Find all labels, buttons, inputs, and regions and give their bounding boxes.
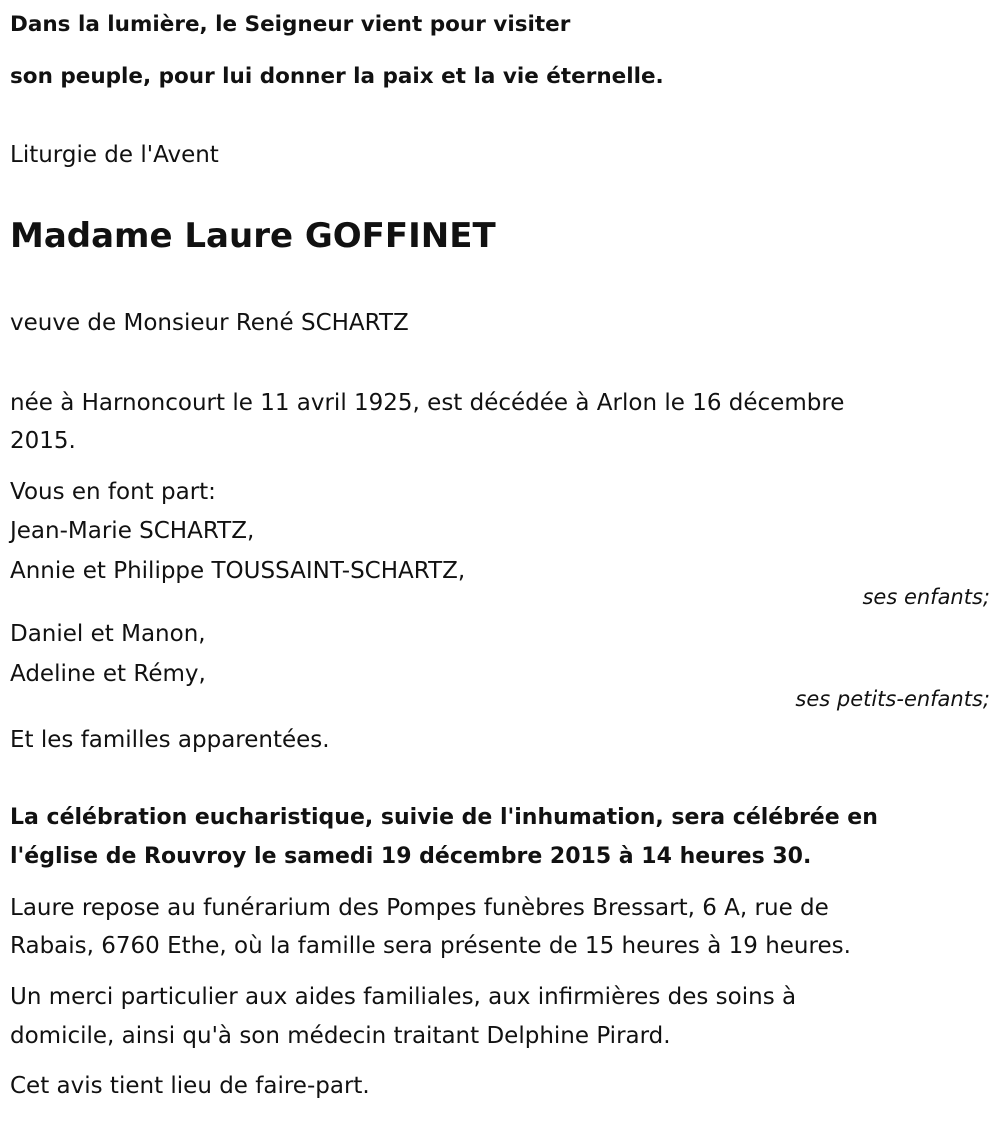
ceremony-line-1: La célébration eucharistique, suivie de l'inhumation, sera célébrée en (10, 805, 878, 830)
child-2: Annie et Philippe TOUSSAINT-SCHARTZ, (10, 558, 466, 584)
epigraph-source: Liturgie de l'Avent (10, 142, 219, 168)
grandchildren-label: ses petits-enfants; (795, 687, 990, 711)
birth-death-line-2: 2015. (10, 428, 76, 454)
visitation-line-1: Laure repose au funérarium des Pompes funèbres Bressart, 6 A, rue de (10, 895, 829, 921)
grandchild-1: Daniel et Manon, (10, 621, 206, 647)
spouse-line: veuve de Monsieur René SCHARTZ (10, 310, 409, 336)
grandchild-2: Adeline et Rémy, (10, 661, 206, 687)
deceased-name: Madame Laure GOFFINET (10, 216, 496, 256)
epigraph-line-1: Dans la lumière, le Seigneur vient pour visiter (10, 12, 571, 37)
epigraph-line-2: son peuple, pour lui donner la paix et la vie éternelle. (10, 64, 664, 89)
visitation-line-2: Rabais, 6760 Ethe, où la famille sera présente de 15 heures à 19 heures. (10, 933, 851, 959)
announcers-intro: Vous en font part: (10, 479, 216, 505)
thanks-line-1: Un merci particulier aux aides familiales, aux infirmières des soins à (10, 984, 797, 1010)
child-1: Jean-Marie SCHARTZ, (10, 518, 255, 544)
children-label: ses enfants; (862, 585, 990, 609)
closing-note: Cet avis tient lieu de faire-part. (10, 1073, 370, 1099)
birth-death-line-1: née à Harnoncourt le 11 avril 1925, est décédée à Arlon le 16 décembre (10, 390, 845, 416)
ceremony-line-2: l'église de Rouvroy le samedi 19 décembre 2015 à 14 heures 30. (10, 844, 812, 869)
thanks-line-2: domicile, ainsi qu'à son médecin traitant Delphine Pirard. (10, 1023, 671, 1049)
other-families: Et les familles apparentées. (10, 727, 330, 753)
